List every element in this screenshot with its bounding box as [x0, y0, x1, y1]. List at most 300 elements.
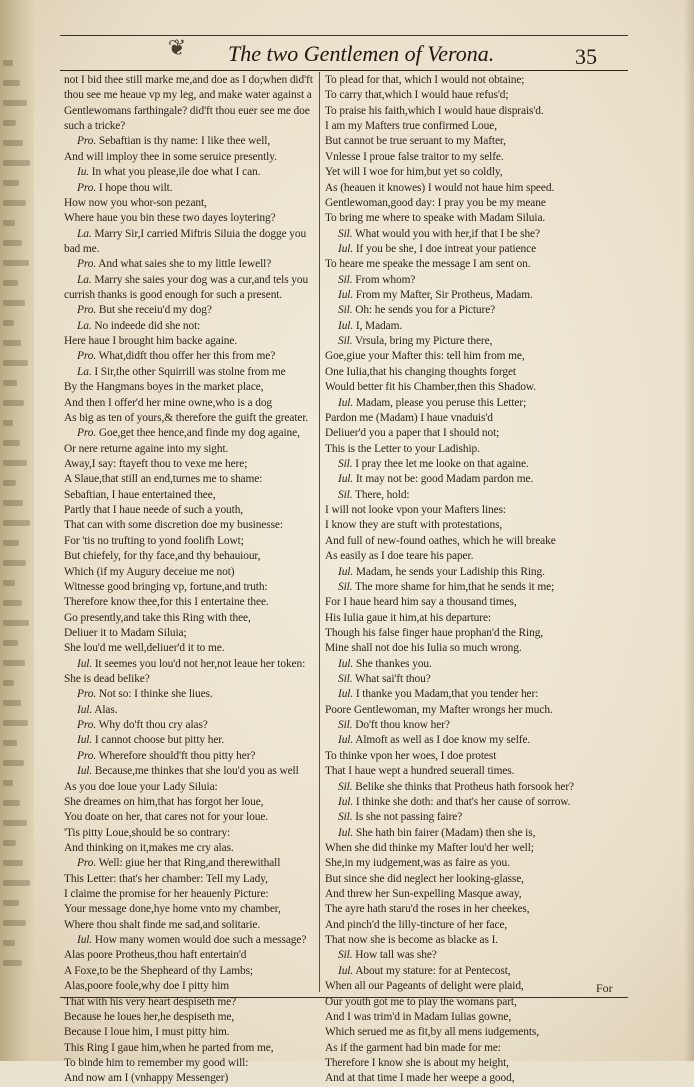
line-text: No indeede did she not:: [94, 319, 201, 332]
line-text: And thinking on it,makes me cry alas.: [64, 841, 234, 854]
text-line: [325, 902, 625, 917]
text-line: [64, 181, 316, 196]
line-text: She,in my iudgement,was as faire as you.: [325, 857, 510, 870]
line-text: This is the Letter to your Ladiship.: [325, 442, 480, 455]
text-line: [325, 733, 625, 748]
text-line: [64, 88, 316, 103]
line-text: This Ring I gaue him,when he parted from me,: [64, 1041, 274, 1054]
text-line: [325, 780, 625, 795]
bottom-rule: [60, 997, 628, 998]
speaker-prefix: Iul.: [77, 703, 93, 716]
line-text: But she receiu'd my dog?: [98, 304, 212, 317]
line-text: To carry that,which I would haue refus'd;: [325, 89, 509, 102]
text-line: [325, 718, 625, 733]
text-line: [325, 518, 625, 533]
speaker-prefix: Pro.: [77, 350, 97, 363]
line-text: And pinch'd the lilly-tincture of her face,: [325, 918, 508, 931]
bleed-through-mark: [3, 420, 13, 426]
line-text: Sebaftian is thy name: I like thee well,: [98, 135, 271, 148]
speaker-prefix: Sil.: [338, 719, 353, 732]
line-text: Goe,giue your Mafter this: tell him from me,: [325, 350, 525, 363]
line-text: Here haue I brought him backe againe.: [64, 335, 238, 348]
text-line: [64, 948, 316, 963]
bleed-through-mark: [3, 640, 18, 646]
text-line: [325, 503, 625, 518]
text-column-right: [325, 73, 625, 1087]
line-text: And full of new-found oathes, which he will breake: [325, 534, 556, 547]
line-text: Or nere returne againe into my sight.: [64, 442, 229, 455]
text-line: [64, 73, 316, 88]
speaker-prefix: Iul.: [338, 826, 354, 839]
speaker-prefix: Sil.: [338, 457, 353, 470]
line-text: And what saies she to my little Iewell?: [98, 258, 272, 271]
bleed-through-mark: [3, 740, 17, 746]
text-line: [325, 549, 625, 564]
line-text: And at that time I made her weepe a good,: [325, 1072, 515, 1085]
text-line: [64, 687, 316, 702]
text-line: [64, 872, 316, 887]
text-line: [325, 319, 625, 334]
text-line: [325, 964, 625, 979]
text-line: [325, 119, 625, 134]
text-line: [64, 242, 316, 257]
line-text: But since she did neglect her looking-glasse,: [325, 872, 524, 885]
speaker-prefix: Iul.: [338, 964, 354, 977]
line-text: The ayre hath staru'd the roses in her cheekes,: [325, 903, 530, 916]
line-text: You doate on her, that cares not for your loue.: [64, 811, 269, 824]
line-text: Which (if my Augury deceiue me not): [64, 565, 235, 578]
text-line: [325, 442, 625, 457]
text-line: [64, 826, 316, 841]
line-text: Witnesse good bringing vp, fortune,and truth:: [64, 580, 268, 593]
speaker-prefix: Sil.: [338, 227, 353, 240]
text-line: [325, 365, 625, 380]
bleed-through-mark: [3, 380, 17, 386]
bleed-through-mark: [3, 80, 20, 86]
text-line: [325, 196, 625, 211]
bleed-through-mark: [3, 840, 16, 846]
line-text: Which serued me as fit,by all mens iudgements,: [325, 1026, 539, 1039]
text-line: [325, 426, 625, 441]
bleed-through-mark: [3, 460, 27, 466]
text-line: [64, 503, 316, 518]
line-text: She dreames on him,that has forgot her loue,: [64, 795, 264, 808]
line-text: That can with some discretion doe my businesse:: [64, 519, 283, 532]
text-line: [64, 227, 316, 242]
bleed-through-mark: [3, 860, 23, 866]
text-line: [325, 227, 625, 242]
speaker-prefix: Sil.: [338, 335, 353, 348]
text-line: [325, 703, 625, 718]
text-line: [325, 472, 625, 487]
line-text: For I haue heard him say a thousand times,: [325, 596, 517, 609]
text-line: [325, 979, 625, 994]
text-line: [325, 611, 625, 626]
speaker-prefix: Iul.: [338, 795, 354, 808]
line-text: Deliuer it to Madam Siluia;: [64, 626, 187, 639]
bleed-through-mark: [3, 300, 25, 306]
line-text: Why do'ft thou cry alas?: [98, 719, 208, 732]
text-line: [64, 1056, 316, 1071]
text-line: [64, 657, 316, 672]
speaker-prefix: Iul.: [77, 734, 93, 747]
speaker-prefix: Iul.: [338, 688, 354, 701]
speaker-prefix: Pro.: [77, 857, 97, 870]
line-text: One Iulia,that his changing thoughts forget: [325, 365, 516, 378]
line-text: About my stature: for at Pentecost,: [355, 964, 511, 977]
text-line: [325, 273, 625, 288]
line-text: I know they are stuft with protestations,: [325, 519, 503, 532]
text-line: [325, 334, 625, 349]
line-text: She is dead belike?: [64, 673, 150, 686]
text-line: [64, 134, 316, 149]
text-line: [325, 887, 625, 902]
text-line: [325, 396, 625, 411]
line-text: Therefore I know she is about my height,: [325, 1057, 509, 1069]
catchword: For: [596, 981, 613, 995]
text-line: [64, 780, 316, 795]
text-line: [64, 733, 316, 748]
bleed-through-mark: [3, 180, 19, 186]
text-line: [325, 764, 625, 779]
text-line: [325, 411, 625, 426]
bleed-through-mark: [3, 880, 30, 886]
speaker-prefix: Pro.: [77, 181, 97, 194]
speaker-prefix: Iu.: [77, 166, 90, 179]
text-line: [64, 718, 316, 733]
text-line: [325, 933, 625, 948]
speaker-prefix: La.: [77, 365, 92, 378]
speaker-prefix: Sil.: [338, 780, 353, 793]
line-text: Alas,poore foole,why doe I pitty him: [64, 980, 230, 993]
line-text: That I haue wept a hundred seuerall times.: [325, 765, 515, 778]
text-line: [325, 488, 625, 503]
line-text: Oh: he sends you for a Picture?: [355, 304, 496, 317]
text-line: [64, 918, 316, 933]
bleed-through-mark: [3, 120, 16, 126]
text-line: [325, 841, 625, 856]
speaker-prefix: Sil.: [338, 304, 353, 317]
line-text: Gentlewoman,good day: I pray you be my meane: [325, 196, 546, 209]
line-text: But chiefely, for thy face,and thy behauiour,: [64, 550, 261, 563]
text-line: [64, 365, 316, 380]
speaker-prefix: Pro.: [77, 304, 97, 317]
line-text: I claime the promise for her heauenly Picture:: [64, 888, 269, 901]
line-text: And I was trim'd in Madam Iulias gowne,: [325, 1010, 512, 1023]
line-text: And will imploy thee in some seruice presently.: [64, 150, 277, 163]
line-text: Though his false finger haue prophan'd the Ring,: [325, 626, 544, 639]
text-line: [325, 856, 625, 871]
speaker-prefix: Iul.: [338, 242, 354, 255]
text-line: [64, 795, 316, 810]
text-line: [325, 595, 625, 610]
text-line: [325, 687, 625, 702]
text-line: [64, 488, 316, 503]
text-line: [64, 856, 316, 871]
line-text: If you be she, I doe intreat your patience: [355, 242, 537, 255]
text-line: [325, 288, 625, 303]
line-text: such a tricke?: [64, 120, 126, 133]
text-line: [64, 396, 316, 411]
text-line: [64, 611, 316, 626]
text-line: [64, 887, 316, 902]
speaker-prefix: La.: [77, 273, 92, 286]
bleed-through-mark: [3, 160, 30, 166]
line-text: A Slaue,that still an end,turnes me to shame:: [64, 473, 263, 486]
text-line: [64, 626, 316, 641]
line-text: Therefore know thee,for this I entertaine thee.: [64, 596, 269, 609]
line-text: Is she not passing faire?: [355, 811, 463, 824]
bleed-through-mark: [3, 320, 14, 326]
speaker-prefix: Sil.: [338, 488, 353, 501]
text-line: [64, 902, 316, 917]
line-text: When she did thinke my Mafter lou'd her well;: [325, 841, 534, 854]
line-text: not I bid thee still marke me,and doe as I do;when did'ft: [64, 74, 313, 86]
line-text: And now am I (vnhappy Messenger): [64, 1072, 229, 1085]
line-text: To thinke vpon her woes, I doe protest: [325, 749, 497, 762]
text-line: [325, 242, 625, 257]
text-line: [325, 134, 625, 149]
line-text: To binde him to remember my good will:: [64, 1057, 249, 1069]
line-text: Well: giue her that Ring,and therewithall: [98, 857, 281, 870]
line-text: What,didft thou offer her this from me?: [98, 350, 276, 363]
line-text: How now you whor-son pezant,: [64, 196, 207, 209]
line-text: Pardon me (Madam) I haue vnaduis'd: [325, 411, 493, 424]
line-text: When all our Pageants of delight were plaid,: [325, 980, 524, 993]
bleed-through-mark: [3, 200, 26, 206]
line-text: The more shame for him,that he sends it me;: [355, 580, 555, 593]
text-line: [64, 334, 316, 349]
line-text: She thankes you.: [355, 657, 432, 670]
text-line: [64, 380, 316, 395]
text-line: [64, 534, 316, 549]
text-line: [64, 104, 316, 119]
text-line: [64, 303, 316, 318]
speaker-prefix: Iul.: [338, 473, 354, 486]
text-line: [64, 933, 316, 948]
speaker-prefix: Iul.: [338, 319, 354, 332]
text-line: [64, 119, 316, 134]
line-text: This Letter: that's her chamber: Tell my Lady,: [64, 872, 268, 885]
text-column-left: [64, 73, 316, 1087]
page-number: 35: [575, 44, 597, 69]
text-line: [64, 1025, 316, 1040]
line-text: Alas.: [94, 703, 118, 716]
line-text: Yet will I woe for him,but yet so coldly,: [325, 166, 503, 179]
speaker-prefix: Iul.: [338, 396, 354, 409]
line-text: Belike she thinks that Protheus hath forsook her?: [355, 780, 574, 793]
line-text: She lou'd me well,deliuer'd it to me.: [64, 642, 225, 655]
speaker-prefix: Pro.: [77, 719, 97, 732]
line-text: She hath bin fairer (Madam) then she is,: [355, 826, 536, 839]
speaker-prefix: Sil.: [338, 580, 353, 593]
line-text: In what you please,ile doe what I can.: [91, 166, 261, 179]
line-text: Because I loue him, I must pitty him.: [64, 1026, 230, 1039]
line-text: Mine shall not doe his Iulia so much wrong.: [325, 642, 522, 655]
text-line: [64, 319, 316, 334]
speaker-prefix: Iul.: [338, 734, 354, 747]
text-line: [325, 457, 625, 472]
text-line: [325, 88, 625, 103]
bleed-through-mark: [3, 620, 29, 626]
column-divider: [319, 72, 320, 992]
text-line: [325, 918, 625, 933]
line-text: How many women would doe such a message?: [94, 934, 307, 947]
line-text: From whom?: [355, 273, 416, 286]
line-text: Gentlewomans farthingale? did'ft thou euer see me doe: [64, 104, 310, 117]
text-line: [325, 1056, 625, 1071]
text-line: [325, 749, 625, 764]
bleed-through-mark: [3, 500, 23, 506]
text-line: [325, 580, 625, 595]
bleed-through-mark: [3, 580, 15, 586]
text-line: [64, 703, 316, 718]
line-text: 'Tis pitty Loue,should be so contrary:: [64, 826, 231, 839]
line-text: And then I offer'd her mine owne,who is a dog: [64, 396, 273, 409]
text-line: [64, 288, 316, 303]
text-line: [64, 749, 316, 764]
text-line: [64, 150, 316, 165]
bleed-through-mark: [3, 440, 20, 446]
line-text: Marry Sir,I carried Miftris Siluia the dogge you: [94, 227, 307, 240]
line-text: I pray thee let me looke on that againe.: [355, 457, 529, 470]
bleed-through-mark: [3, 680, 14, 686]
line-text: Madam, please you peruse this Letter;: [355, 396, 527, 409]
line-text: I thanke you Madam,that you tender her:: [355, 688, 539, 701]
line-text: I will not looke vpon your Mafters lines:: [325, 504, 506, 517]
bleed-through-mark: [3, 720, 28, 726]
line-text: What sai'ft thou?: [355, 673, 431, 686]
speaker-prefix: Sil.: [338, 811, 353, 824]
speaker-prefix: La.: [77, 319, 92, 332]
bleed-through-mark: [3, 660, 25, 666]
line-text: I cannot choose but pitty her.: [94, 734, 225, 747]
text-line: [64, 426, 316, 441]
line-text: That with his very heart despiseth me?: [64, 995, 237, 1008]
line-text: bad me.: [64, 242, 100, 255]
text-line: [64, 764, 316, 779]
speaker-prefix: Iul.: [77, 934, 93, 947]
speaker-prefix: Iul.: [338, 289, 354, 302]
line-text: Goe,get thee hence,and finde my dog againe,: [98, 427, 300, 440]
speaker-prefix: Pro.: [77, 749, 97, 762]
line-text: Would better fit his Chamber,then this Shadow.: [325, 381, 536, 394]
text-line: [325, 73, 625, 88]
speaker-prefix: La.: [77, 227, 92, 240]
line-text: A Foxe,to be the Shepheard of thy Lambs;: [64, 964, 253, 977]
speaker-prefix: Sil.: [338, 273, 353, 286]
line-text: Marry she saies your dog was a cur,and tels you: [94, 273, 309, 286]
line-text: Where thou shalt finde me sad,and solitarie.: [64, 918, 261, 931]
text-line: [64, 257, 316, 272]
bleed-through-mark: [3, 900, 19, 906]
bleed-through-mark: [3, 920, 26, 926]
text-line: [64, 442, 316, 457]
header-rule: [60, 70, 628, 71]
bleed-through-mark: [3, 480, 16, 486]
bleed-through-mark: [3, 280, 18, 286]
speaker-prefix: Sil.: [338, 673, 353, 686]
text-line: [325, 303, 625, 318]
text-line: [325, 795, 625, 810]
text-line: [64, 810, 316, 825]
text-line: [325, 150, 625, 165]
bleed-through-mark: [3, 940, 15, 946]
text-line: [64, 411, 316, 426]
line-text: As (heauen it knowes) I would not haue him speed.: [325, 181, 555, 194]
text-line: [325, 104, 625, 119]
speaker-prefix: Sil.: [338, 949, 353, 962]
top-rule: [60, 35, 628, 36]
line-text: Because,me thinkes that she lou'd you as well: [94, 765, 299, 778]
text-line: [64, 549, 316, 564]
text-line: [325, 534, 625, 549]
text-line: [64, 273, 316, 288]
bleed-through-mark: [3, 340, 21, 346]
bleed-through-mark: [3, 220, 15, 226]
line-text: Madam, he sends your Ladiship this Ring.: [355, 565, 545, 578]
line-text: Poore Gentlewoman, my Mafter wrongs her much.: [325, 703, 553, 716]
text-line: [64, 211, 316, 226]
text-line: [325, 181, 625, 196]
book-binding-edge: [0, 0, 34, 1061]
bleed-through-mark: [3, 240, 22, 246]
text-line: [64, 349, 316, 364]
line-text: I thinke she doth: and that's her cause of sorrow.: [355, 795, 571, 808]
text-line: [325, 872, 625, 887]
bleed-through-mark: [3, 260, 29, 266]
line-text: I hope thou wilt.: [98, 181, 173, 194]
text-line: [64, 672, 316, 687]
line-text: Our youth got me to play the womans part,: [325, 995, 517, 1008]
text-line: [64, 1071, 316, 1086]
speaker-prefix: Pro.: [77, 135, 97, 148]
line-text: To bring me where to speake with Madam Siluia.: [325, 212, 546, 225]
line-text: By the Hangmans boyes in the market place,: [64, 381, 264, 394]
line-text: What would you with her,if that I be she?: [355, 227, 540, 240]
speaker-prefix: Iul.: [338, 565, 354, 578]
bleed-through-mark: [3, 700, 21, 706]
text-line: [325, 826, 625, 841]
line-text: How tall was she?: [355, 949, 437, 962]
text-line: [325, 948, 625, 963]
text-line: [64, 196, 316, 211]
speaker-prefix: Pro.: [77, 258, 97, 271]
line-text: Your message done,hye home vnto my chamber,: [64, 903, 281, 916]
line-text: I, Madam.: [355, 319, 403, 332]
page-edge-shadow: [684, 0, 694, 1061]
line-text: His Iulia gaue it him,at his departure:: [325, 611, 491, 624]
text-line: [325, 672, 625, 687]
text-line: [325, 641, 625, 656]
line-text: I am my Mafters true confirmed Loue,: [325, 120, 497, 133]
line-text: thou see me heaue vp my leg, and make water against a: [64, 89, 312, 102]
text-line: [325, 380, 625, 395]
bleed-through-mark: [3, 400, 24, 406]
line-text: For 'tis no trufting to yond foolifh Lowt;: [64, 534, 244, 547]
bleed-through-mark: [3, 960, 22, 966]
bleed-through-mark: [3, 140, 23, 146]
text-line: [64, 165, 316, 180]
speaker-prefix: Iul.: [338, 657, 354, 670]
bleed-through-mark: [3, 600, 22, 606]
bleed-through-mark: [3, 560, 26, 566]
text-line: [64, 1041, 316, 1056]
bleed-through-mark: [3, 780, 13, 786]
text-line: [325, 1025, 625, 1040]
bleed-through-mark: [3, 100, 27, 106]
line-text: Deliuer'd you a paper that I should not;: [325, 427, 500, 440]
